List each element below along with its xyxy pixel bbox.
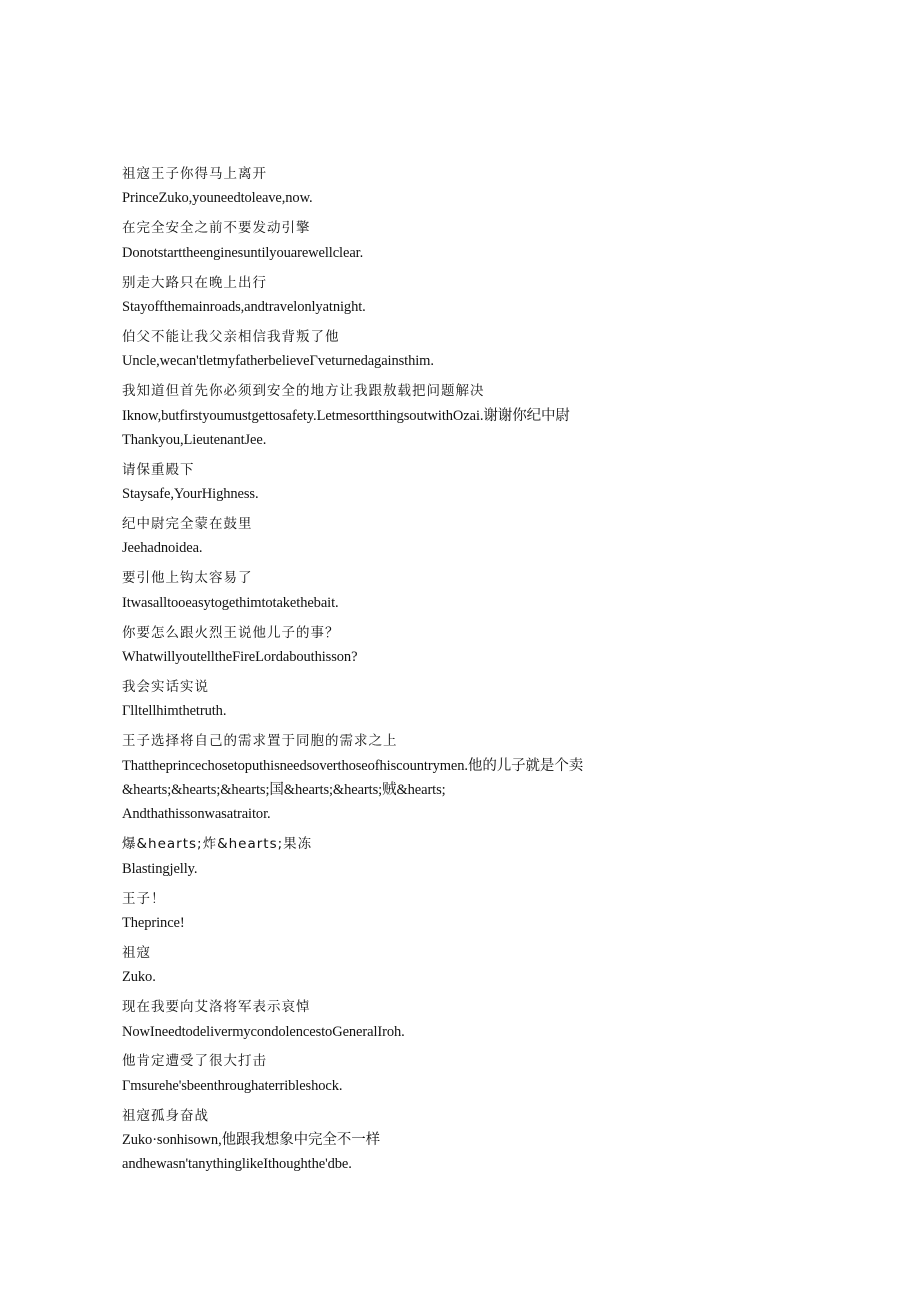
english-subtitle-line: Donotstarttheenginesuntilyouarewellclear. <box>122 244 364 261</box>
chinese-subtitle-line: 爆&hearts;炸&hearts;果冻 <box>122 836 313 853</box>
english-subtitle-line: andhewasn'tanythinglikeIthoughthe'dbe. <box>122 1156 352 1173</box>
subtitle-transcript <box>122 162 822 1177</box>
chinese-subtitle-line: 我知道但首先你必须到安全的地方让我跟敖载把问题解决 <box>122 383 485 400</box>
english-subtitle-line: Andthathissonwasatraitor. <box>122 806 271 823</box>
chinese-subtitle-line: 祖寇王子你得马上离开 <box>122 166 267 182</box>
chinese-subtitle-line: 祖寇孤身奋战 <box>122 1107 209 1124</box>
chinese-subtitle-line: 别走大路只在晚上出行 <box>122 274 267 291</box>
english-subtitle-line: Itwasalltooeasytogethimtotakethebait. <box>122 594 339 611</box>
english-subtitle-line: Zuko·sonhisown,他跟我想象中完全不一样 <box>122 1132 380 1149</box>
english-subtitle-line: Uncle,wecan'tletmyfatherbelieveΓveturnedagainsthim. <box>122 353 434 370</box>
english-subtitle-line: Thankyou,LieutenantJee. <box>122 431 267 448</box>
english-subtitle-line: Iknow,butfirstyoumustgettosafety.LetmesortthingsoutwithOzai.谢谢你纪中尉 <box>122 407 570 424</box>
english-subtitle-line: Theprince! <box>122 914 185 931</box>
chinese-subtitle-line: 纪中尉完全蒙在鼓里 <box>122 516 253 533</box>
english-subtitle-line: WhatwillyoutelltheFireLordabouthisson? <box>122 649 358 666</box>
english-subtitle-line: Staysafe,YourHighness. <box>122 486 259 503</box>
english-subtitle-line: Thattheprincechosetoputhisneedsoverthoseofhiscountrymen.他的儿子就是个卖 <box>122 757 584 774</box>
chinese-subtitle-line: 伯父不能让我父亲相信我背叛了他 <box>122 328 340 345</box>
chinese-subtitle-line: 祖寇 <box>122 944 151 961</box>
english-subtitle-line: PrinceZuko,youneedtoleave,now. <box>122 190 313 207</box>
english-subtitle-line: &hearts;&hearts;&hearts;国&hearts;&hearts;贼&hearts; <box>122 781 446 798</box>
english-subtitle-line: NowIneedtodelivermycondolencestoGeneralIroh. <box>122 1023 405 1040</box>
chinese-subtitle-line: 我会实话实说 <box>122 678 209 695</box>
chinese-subtitle-line: 在完全安全之前不要发动引擎 <box>122 220 311 237</box>
english-subtitle-line: Blastingjelly. <box>122 860 198 877</box>
chinese-subtitle-line: 要引他上钩太容易了 <box>122 570 253 587</box>
chinese-subtitle-line: 请保重殿下 <box>122 461 195 478</box>
english-subtitle-line: Γlltellhimthetruth. <box>122 703 227 720</box>
chinese-subtitle-line: 你要怎么跟火烈王说他儿子的事？ <box>122 624 340 641</box>
chinese-subtitle-line: 王子选择将自己的需求置于同胞的需求之上 <box>122 733 398 750</box>
english-subtitle-line: Stayoffthemainroads,andtravelonlyatnight. <box>122 298 366 315</box>
english-subtitle-line: Jeehadnoidea. <box>122 540 203 557</box>
chinese-subtitle-line: 现在我要向艾洛将军表示哀悼 <box>122 999 311 1016</box>
english-subtitle-line: Zuko. <box>122 969 156 986</box>
chinese-subtitle-line: 他肯定遭受了很大打击 <box>122 1053 267 1070</box>
chinese-subtitle-line: 王子！ <box>122 890 166 907</box>
english-subtitle-line: Γmsurehe'sbeenthroughaterribleshock. <box>122 1077 343 1094</box>
